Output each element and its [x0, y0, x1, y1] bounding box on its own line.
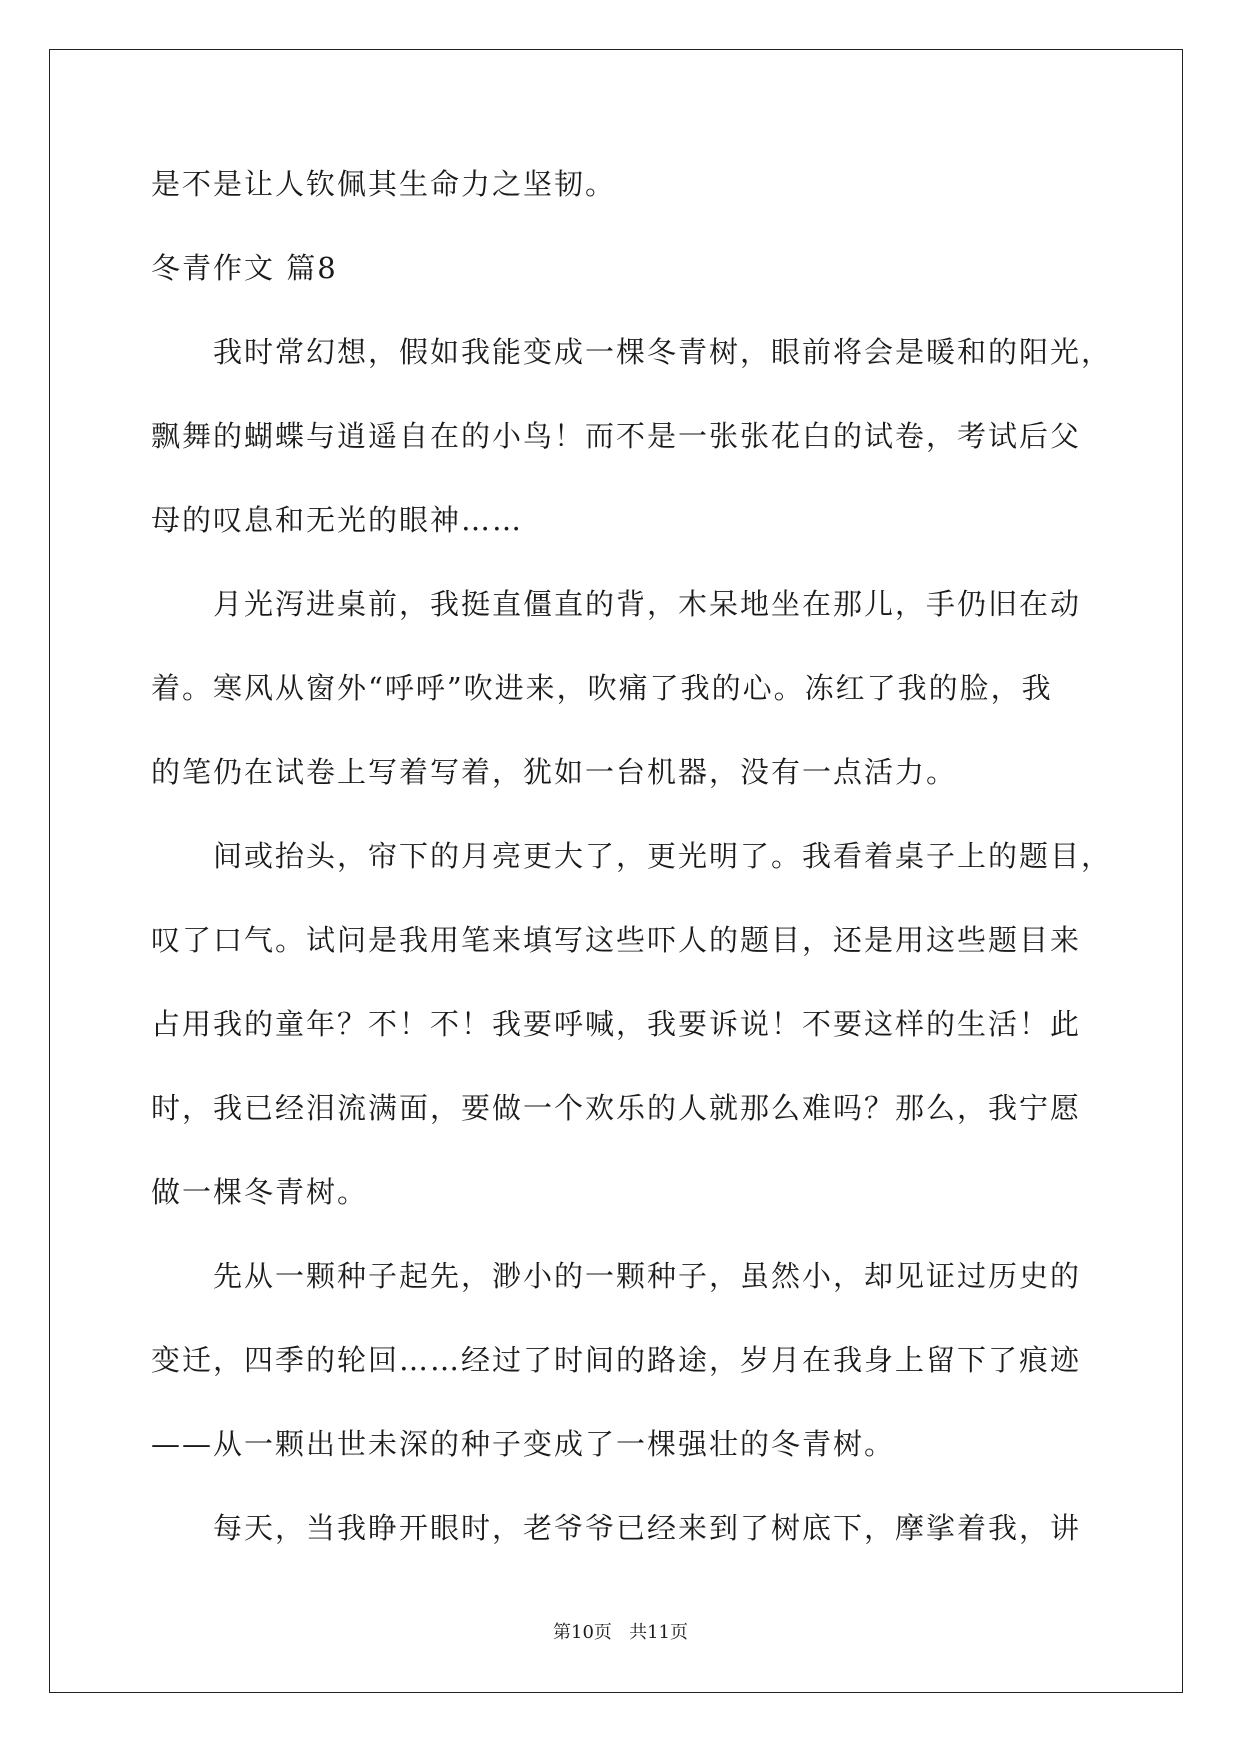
text-line: 的笔仍在试卷上写着写着，犹如一台机器，没有一点活力。 — [151, 755, 958, 789]
text-line: 占用我的童年？不！不！我要呼喊，我要诉说！不要这样的生活！此 — [151, 1007, 1082, 1041]
text-line: 月光泻进桌前，我挺直僵直的背，木呆地坐在那儿，手仍旧在动 — [213, 587, 1082, 621]
text-line: ——从一颗出世未深的种子变成了一棵强壮的冬青树。 — [151, 1427, 896, 1461]
text-line: 做一棵冬青树。 — [151, 1175, 369, 1209]
text-line: 是不是让人钦佩其生命力之坚韧。 — [151, 167, 617, 201]
text-line: 每天，当我睁开眼时，老爷爷已经来到了树底下，摩挲着我，讲 — [213, 1511, 1082, 1545]
text-line: 变迁，四季的轮回……经过了时间的路途，岁月在我身上留下了痕迹 — [151, 1343, 1082, 1377]
text-line: 母的叹息和无光的眼神…… — [151, 503, 524, 537]
text-line: 我时常幻想，假如我能变成一棵冬青树，眼前将会是暖和的阳光， — [213, 335, 1113, 369]
text-line: 先从一颗种子起先，渺小的一颗种子，虽然小，却见证过历史的 — [213, 1259, 1082, 1293]
page-number-footer: 第10页 共11页 — [553, 1622, 688, 1643]
text-line: 着。寒风从窗外“呼呼”吹进来，吹痛了我的心。冻红了我的脸，我 — [151, 671, 1053, 705]
text-line: 时，我已经泪流满面，要做一个欢乐的人就那么难吗？那么，我宁愿 — [151, 1091, 1082, 1125]
text-line: 叹了口气。试问是我用笔来填写这些吓人的题目，还是用这些题目来 — [151, 923, 1082, 957]
document-body — [151, 162, 1113, 1590]
text-line: 间或抬头，帘下的月亮更大了，更光明了。我看着桌子上的题目， — [213, 839, 1113, 873]
section-heading: 冬青作文 篇8 — [151, 251, 338, 285]
text-line: 飘舞的蝴蝶与逍遥自在的小鸟！而不是一张张花白的试卷，考试后父 — [151, 419, 1082, 453]
